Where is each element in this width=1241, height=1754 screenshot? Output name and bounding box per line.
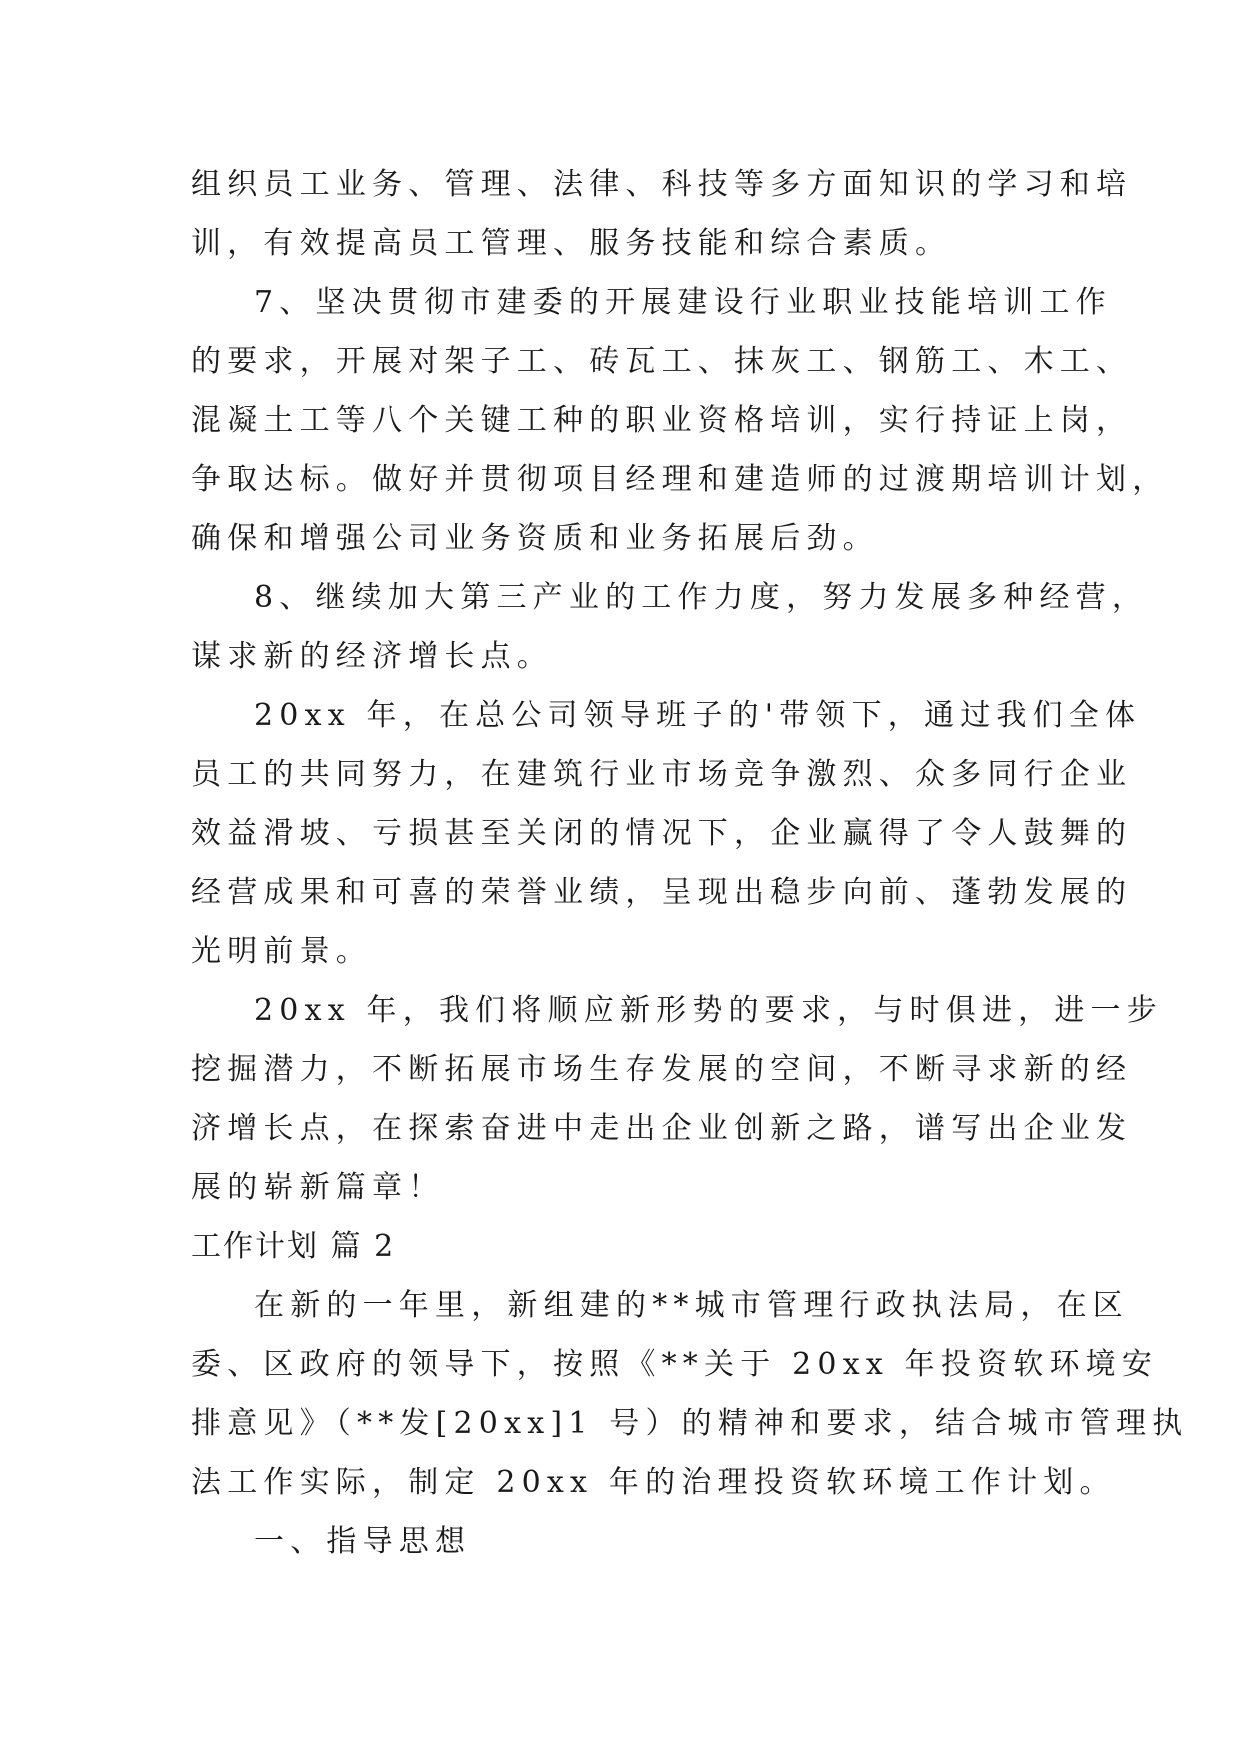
paragraph-line: 8、继续加大第三产业的工作力度，努力发展多种经营， (254, 580, 1149, 615)
paragraph-line: 的要求，开展对架子工、砖瓦工、抹灰工、钢筋工、木工、 (191, 344, 1133, 379)
paragraph-line: 在新的一年里，新组建的**城市管理行政执法局，在区 (254, 1288, 1129, 1323)
paragraph-line: 争取达标。做好并贯彻项目经理和建造师的过渡期培训计划， (191, 462, 1169, 497)
paragraph-line: 员工的共同努力，在建筑行业市场竞争激烈、众多同行企业 (191, 757, 1133, 792)
paragraph-line: 20xx 年，在总公司领导班子的'带领下，通过我们全体 (254, 698, 1142, 733)
paragraph-line: 确保和增强公司业务资质和业务拓展后劲。 (191, 521, 879, 556)
paragraph-line: 混凝土工等八个关键工种的职业资格培训，实行持证上岗， (191, 403, 1133, 438)
paragraph-line: 光明前景。 (191, 934, 372, 969)
paragraph-line: 委、区政府的领导下，按照《**关于 20xx 年投资软环境安 (191, 1347, 1159, 1382)
paragraph-line: 20xx 年，我们将顺应新形势的要求，与时俱进，进一步 (254, 993, 1163, 1028)
subheading-line: 一、指导思想 (254, 1524, 472, 1559)
paragraph-line: 效益滑坡、亏损甚至关闭的情况下，企业赢得了令人鼓舞的 (191, 816, 1133, 851)
paragraph-line: 展的崭新篇章！ (191, 1170, 445, 1205)
section-title: 工作计划 篇 2 (191, 1229, 396, 1264)
paragraph-line: 排意见》（**发[20xx]1 号）的精神和要求，结合城市管理执 (191, 1406, 1189, 1441)
paragraph-line: 经营成果和可喜的荣誉业绩，呈现出稳步向前、蓬勃发展的 (191, 875, 1133, 910)
paragraph-line: 组织员工业务、管理、法律、科技等多方面知识的学习和培 (191, 167, 1133, 202)
paragraph-line: 谋求新的经济增长点。 (191, 639, 553, 674)
paragraph-line: 训，有效提高员工管理、服务技能和综合素质。 (191, 226, 952, 261)
paragraph-line: 济增长点，在探索奋进中走出企业创新之路，谱写出企业发 (191, 1111, 1133, 1146)
paragraph-line: 法工作实际，制定 20xx 年的治理投资软环境工作计划。 (191, 1465, 1116, 1500)
paragraph-line: 7、坚决贯彻市建委的开展建设行业职业技能培训工作 (254, 285, 1112, 320)
paragraph-line: 挖掘潜力，不断拓展市场生存发展的空间，不断寻求新的经 (191, 1052, 1133, 1087)
document-body (191, 155, 1189, 1571)
